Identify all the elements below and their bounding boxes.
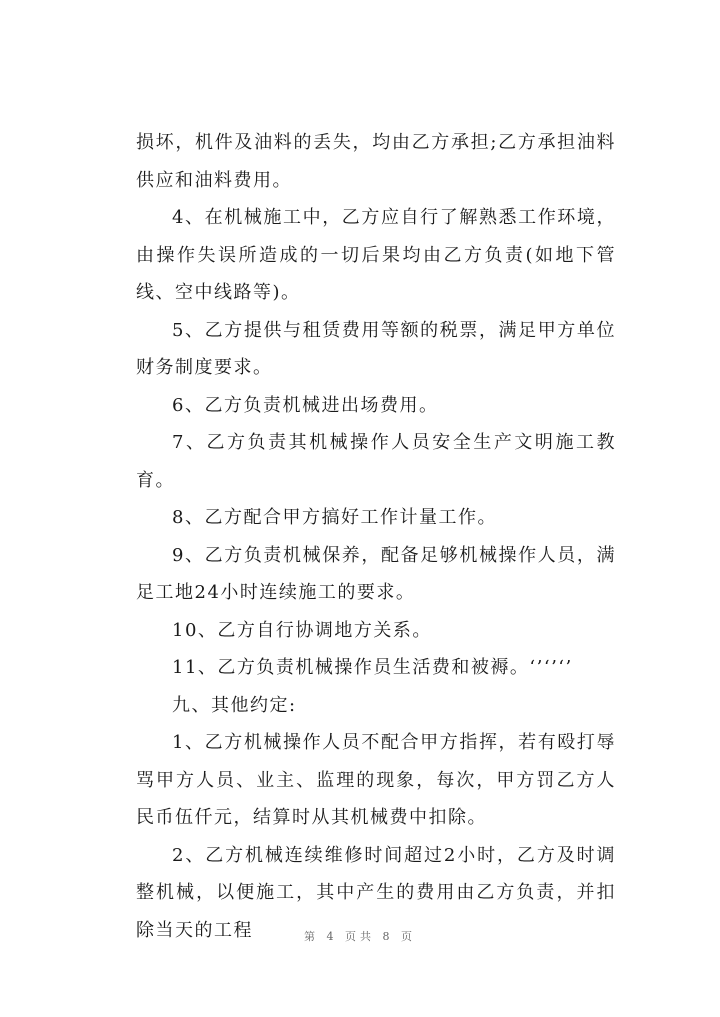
paragraph-item-5: 5、乙方提供与租赁费用等额的税票，满足甲方单位财务制度要求。 [136, 319, 616, 378]
paragraph-other-2: 2、乙方机械连续维修时间超过2小时，乙方及时调整机械，以便施工，其中产生的费用由乙方负责，并扣除当天的工程 [136, 844, 616, 941]
document-body [136, 124, 616, 949]
paragraph-item-9: 9、乙方负责机械保养，配备足够机械操作人员，满足工地24小时连续施工的要求。 [136, 544, 616, 603]
paragraph-item-8: 8、乙方配合甲方搞好工作计量工作。 [172, 507, 497, 528]
paragraph-item-4: 4、在机械施工中，乙方应自行了解熟悉工作环境，由操作失误所造成的一切后果均由乙方负责(如地下管线、空中线路等)。 [136, 207, 616, 303]
paragraph-item-6: 6、乙方负责机械进出场费用。 [172, 394, 439, 416]
page-number-footer: 第 4 页共 8 页 [304, 930, 416, 943]
paragraph-other-1: 1、乙方机械操作人员不配合甲方指挥，若有殴打辱骂甲方人员、业主、监理的现象，每次，甲方罚乙方人民币伍仟元，结算时从其机械费中扣除。 [136, 732, 616, 828]
paragraph-continuation: 损坏，机件及油料的丢失，均由乙方承担;乙方承担油料供应和油料费用。 [136, 132, 616, 191]
paragraph-item-11: 11、乙方负责机械操作员生活费和被褥。‘’‘’‘’ [172, 657, 573, 678]
paragraph-item-7: 7、乙方负责其机械操作人员安全生产文明施工教育。 [136, 432, 616, 491]
section-heading-other-terms: 九、其他约定: [172, 694, 297, 716]
paragraph-item-10: 10、乙方自行协调地方关系。 [172, 619, 432, 641]
